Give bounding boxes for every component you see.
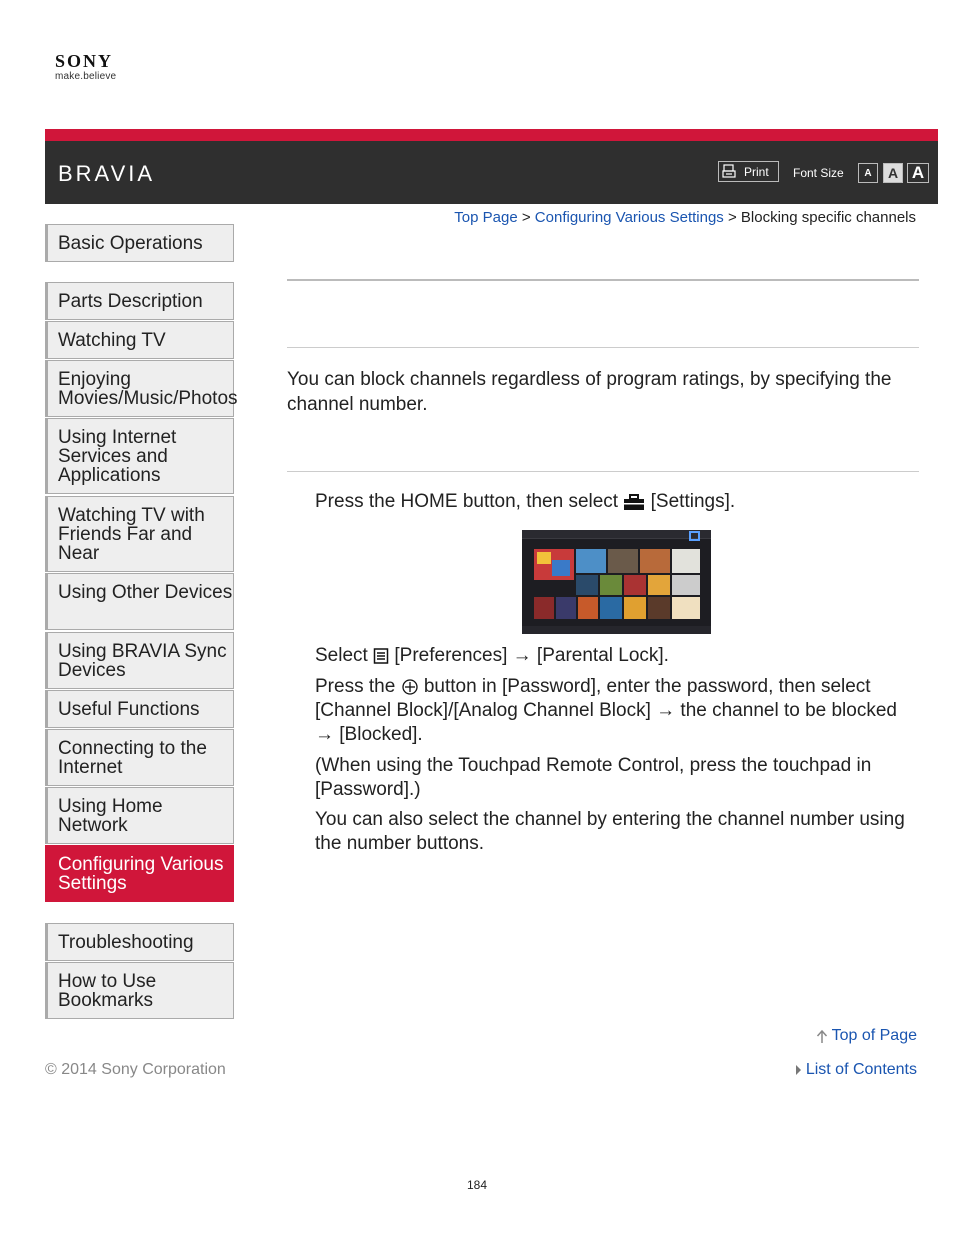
print-button[interactable]: [718, 161, 779, 182]
font-size-label: Font Size: [793, 166, 844, 180]
header-bar: [45, 141, 938, 204]
tv-home-screenshot: [522, 530, 711, 634]
title-divider: [287, 279, 919, 281]
font-size-medium-button[interactable]: A: [883, 163, 903, 183]
triangle-right-icon: [795, 1064, 802, 1076]
sidebar-item-useful-functions[interactable]: Useful Functions: [45, 690, 234, 728]
sidebar-item-basic-operations[interactable]: Basic Operations: [45, 224, 234, 262]
header-accent-bar: [45, 129, 938, 141]
section-divider: [287, 347, 919, 348]
screenshot-bottom-bar: [522, 626, 711, 634]
sidebar-item-watching-with-friends[interactable]: Watching TV with Friends Far and Near: [45, 496, 234, 572]
breadcrumb-separator: >: [727, 209, 737, 226]
step-3-text-start: Press the: [315, 676, 396, 697]
step-2: [315, 644, 920, 668]
preferences-icon: [373, 647, 389, 665]
sidebar-item-other-devices[interactable]: Using Other Devices: [45, 573, 234, 630]
step-2-text-start: Select: [315, 645, 368, 666]
sidebar-item-parts-description[interactable]: Parts Description: [45, 282, 234, 320]
top-of-page-link[interactable]: [816, 1027, 917, 1045]
step-3-tip: You can also select the channel by entering the channel number using the number buttons.: [315, 809, 905, 854]
print-label: Print: [744, 164, 769, 179]
font-size-small-button[interactable]: A: [858, 163, 878, 183]
intro-text: You can block channels regardless of program ratings, by specifying the channel number.: [287, 369, 892, 415]
briefcase-icon: [623, 493, 645, 511]
sony-tagline: make.believe: [55, 71, 117, 82]
sidebar-item-configuring-settings[interactable]: Configuring Various Settings: [45, 845, 234, 902]
step-3-text-end: button in [Password], enter the password, then select [Channel Block]/[Analog Channel Block] → the channel to be blocked → [Blocked].: [315, 676, 897, 745]
step-2-text-end: [Preferences] → [Parental Lock].: [394, 645, 669, 666]
list-of-contents-link[interactable]: [795, 1061, 917, 1079]
breadcrumb-current: Blocking specific channels: [740, 209, 916, 226]
sidebar-item-bookmarks[interactable]: How to Use Bookmarks: [45, 962, 234, 1019]
step-1-text-start: Press the HOME button, then select: [315, 491, 619, 512]
sidebar-item-troubleshooting[interactable]: Troubleshooting: [45, 923, 234, 961]
breadcrumb: [454, 209, 916, 226]
top-of-page-label: Top of Page: [831, 1027, 917, 1044]
list-of-contents-label: List of Contents: [805, 1061, 917, 1078]
page-number: 184: [466, 1178, 488, 1192]
sidebar-item-home-network[interactable]: Using Home Network: [45, 787, 234, 844]
breadcrumb-configuring-settings[interactable]: Configuring Various Settings: [534, 209, 724, 226]
step-1-text-end: [Settings].: [650, 491, 736, 512]
step-3-note: (When using the Touchpad Remote Control, press the touchpad in [Password].): [315, 755, 872, 800]
up-arrow-icon: [816, 1029, 828, 1043]
sidebar-item-internet-services[interactable]: Using Internet Services and Applications: [45, 418, 234, 494]
step-3: [315, 675, 920, 747]
bravia-logo: BRAVIA: [58, 161, 156, 186]
sidebar-item-connecting-internet[interactable]: Connecting to the Internet: [45, 729, 234, 786]
breadcrumb-top-page[interactable]: Top Page: [454, 209, 518, 226]
sidebar-item-watching-tv[interactable]: Watching TV: [45, 321, 234, 359]
sony-wordmark: SONY: [55, 51, 114, 71]
sony-logo: [55, 52, 116, 82]
sidebar-item-enjoying-media[interactable]: Enjoying Movies/Music/Photos: [45, 360, 234, 417]
step-1: [315, 490, 920, 514]
font-size-large-button[interactable]: A: [907, 163, 929, 183]
steps-divider: [287, 471, 919, 472]
copyright: © 2014 Sony Corporation: [45, 1061, 226, 1078]
screenshot-tiles: [522, 530, 711, 634]
print-icon: [722, 164, 738, 180]
breadcrumb-separator: >: [521, 209, 531, 226]
sidebar-item-bravia-sync[interactable]: Using BRAVIA Sync Devices: [45, 632, 234, 689]
enter-button-icon: [401, 678, 419, 696]
